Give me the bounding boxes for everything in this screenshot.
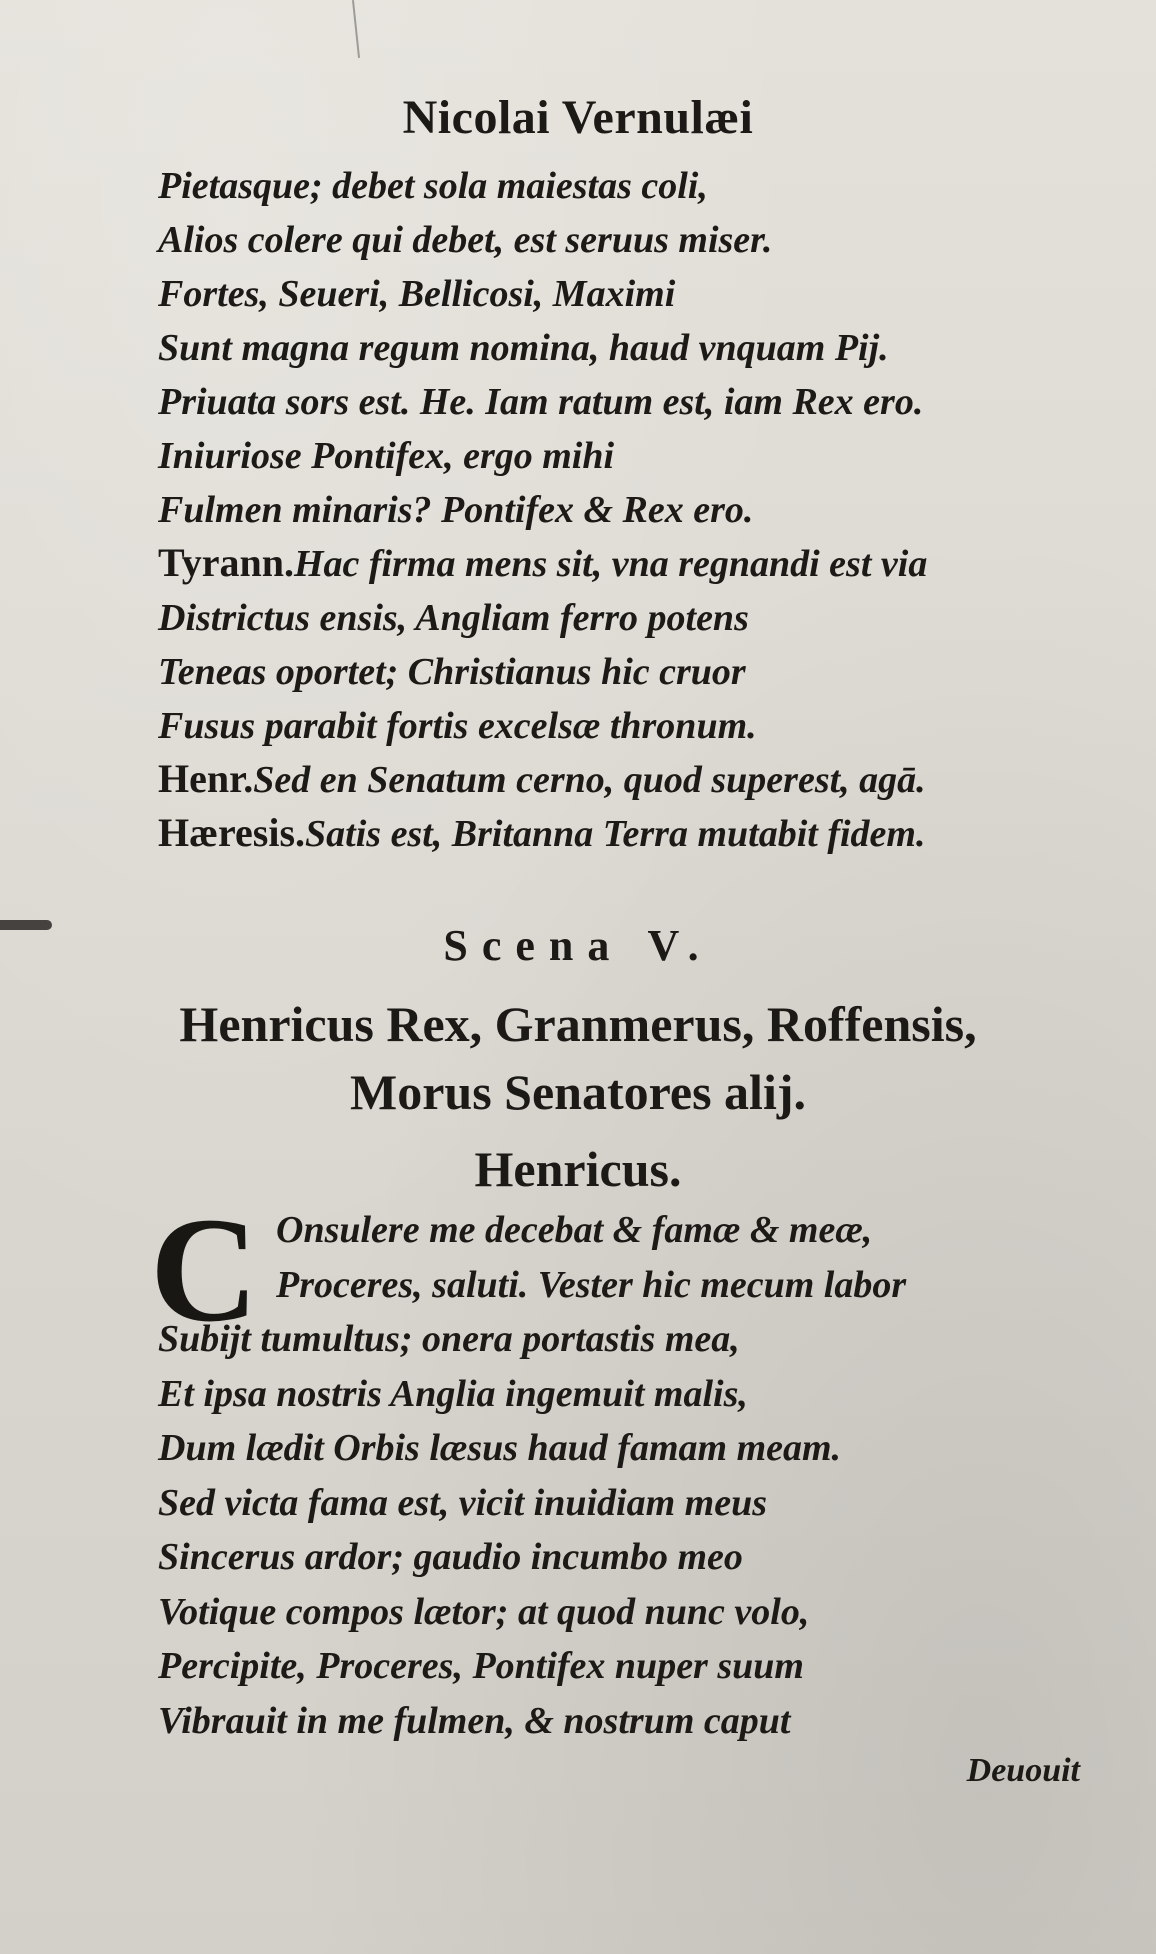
speaker-label: Henr.	[158, 756, 254, 801]
verse-text: Fusus parabit fortis excelsæ thronum.	[158, 705, 757, 747]
verse-text: Sed en Senatum cerno, quod superest, agā.	[253, 759, 926, 801]
cast-list	[0, 990, 1156, 1126]
running-header: Nicolai Vernulæi	[402, 91, 754, 144]
verse-line	[158, 806, 1078, 860]
verse-text: Hac firma mens sit, vna regnandi est via	[293, 543, 928, 585]
verse-line	[158, 212, 1078, 266]
verse-text: Alios colere qui debet, est seruus miser.	[158, 219, 773, 261]
verse-line	[158, 752, 1078, 806]
verse-line: Onsulere me decebat & famæ & meæ,	[276, 1209, 873, 1251]
verse-text: Fortes, Seueri, Bellicosi, Maximi	[158, 273, 676, 315]
verse-line	[158, 158, 1078, 212]
verse-line: Percipite, Proceres, Pontifex nuper suum	[158, 1645, 804, 1687]
verse-line	[158, 320, 1078, 374]
verse-line	[158, 482, 1078, 536]
verse-line: Et ipsa nostris Anglia ingemuit malis,	[158, 1372, 748, 1415]
verse-block-1	[158, 158, 1078, 860]
verse-line: Sed victa fama est, vicit inuidiam meus	[158, 1481, 768, 1524]
speaker-heading: Henricus.	[474, 1141, 682, 1197]
verse-line: Proceres, saluti. Vester hic mecum labor	[276, 1263, 907, 1306]
scene-title: Scena V.	[443, 921, 713, 970]
verse-text: Iniuriose Pontifex, ergo mihi	[158, 435, 615, 477]
verse-text: Priuata sors est. He. Iam ratum est, iam Rex ero.	[158, 381, 924, 423]
drop-cap: C	[150, 1187, 259, 1353]
verse-text: Districtus ensis, Angliam ferro potens	[158, 597, 749, 639]
verse-text: Sunt magna regum nomina, haud vnquam Pij.	[158, 327, 889, 369]
verse-text: Teneas oportet; Christianus hic cruor	[158, 651, 746, 693]
verse-line: Subijt tumultus; onera portastis mea,	[158, 1318, 740, 1360]
speaker-label: Tyrann.	[158, 540, 294, 585]
verse-text: Pietasque; debet sola maiestas coli,	[158, 165, 708, 207]
cast-line: Morus Senatores alij.	[350, 1064, 806, 1120]
speaker-label: Hæresis.	[158, 810, 306, 855]
verse-line	[158, 374, 1078, 428]
cast-line: Henricus Rex, Granmerus, Roffensis,	[179, 996, 977, 1052]
catchword: Deuouit	[966, 1752, 1080, 1789]
verse-block-2	[158, 1203, 1078, 1748]
verse-line	[158, 590, 1078, 644]
page-crease	[352, 0, 360, 58]
verse-line	[158, 698, 1078, 752]
verse-line: Vibrauit in me fulmen, & nostrum caput	[158, 1699, 791, 1742]
verse-line: Sincerus ardor; gaudio incumbo meo	[158, 1536, 743, 1578]
verse-line	[158, 266, 1078, 320]
verse-text: Satis est, Britanna Terra mutabit fidem.	[305, 813, 926, 855]
verse-line	[158, 644, 1078, 698]
verse-line	[158, 536, 1078, 590]
verse-line: Dum lædit Orbis læsus haud famam meam.	[158, 1427, 842, 1469]
verse-line	[158, 428, 1078, 482]
verse-text: Fulmen minaris? Pontifex & Rex ero.	[158, 489, 754, 531]
verse-line: Votique compos lætor; at quod nunc volo,	[158, 1590, 810, 1633]
